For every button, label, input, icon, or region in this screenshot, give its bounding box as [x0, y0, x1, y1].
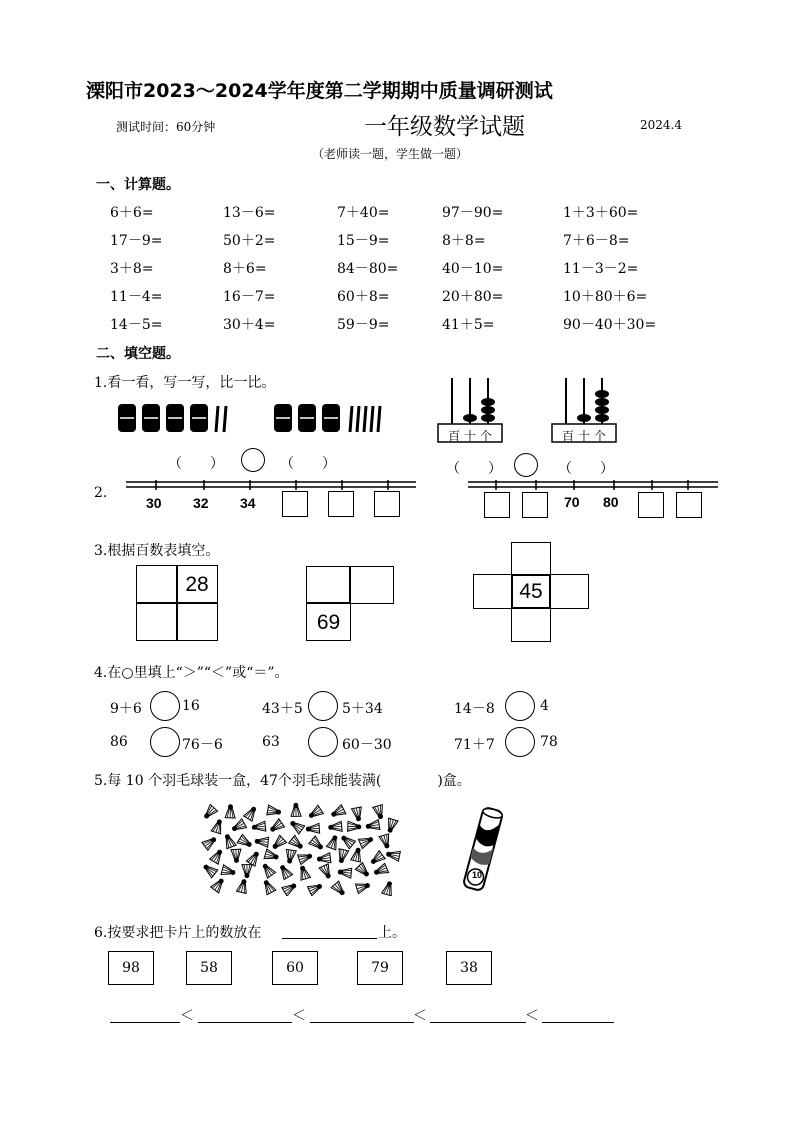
grid1-cell-bl[interactable] — [136, 602, 178, 641]
stick-bundles-left — [116, 402, 236, 434]
calc-item: 11－3－2= — [563, 261, 639, 277]
abacus-left-label: 百十个 — [448, 429, 497, 443]
compare-left-expr: 14－8 — [454, 701, 495, 717]
q1-blank-left-a[interactable]: （ ） — [168, 456, 224, 472]
grid3-cell-left[interactable] — [473, 574, 513, 609]
calc-item: 1＋3＋60= — [563, 205, 639, 221]
grid2-cell-tr[interactable] — [349, 566, 394, 604]
calc-item: 17－9= — [110, 233, 163, 249]
grid1-cell-tr: 28 — [176, 565, 218, 604]
calc-item: 41＋5= — [442, 317, 495, 333]
nl-right-answer-box-2[interactable] — [522, 492, 548, 518]
compare-answer-circle[interactable] — [505, 691, 535, 721]
section2-heading: 二、填空题。 — [96, 346, 180, 362]
compare-right-expr: 5＋34 — [342, 701, 383, 717]
q1-blank-left-b[interactable]: （ ） — [280, 456, 336, 472]
exam-title: 溧阳市2023～2024学年度第二学期期中质量调研测试 — [86, 80, 553, 102]
nl-left-answer-box-3[interactable] — [374, 491, 400, 517]
calc-item: 13－6= — [223, 205, 276, 221]
nl-left-number-1: 30 — [146, 495, 162, 511]
exam-time: 测试时间：60分钟 — [116, 120, 216, 134]
compare-right-expr: 60－30 — [342, 737, 392, 753]
nl-right-number-2: 80 — [603, 494, 619, 510]
order-blank-5[interactable] — [542, 1022, 614, 1023]
q1-blank-right-a[interactable]: （ ） — [446, 461, 502, 477]
compare-left-expr: 63 — [262, 734, 280, 750]
q1-blank-right-b[interactable]: （ ） — [558, 461, 614, 477]
nl-right-answer-box-4[interactable] — [676, 492, 702, 518]
grid2-cell-bl: 69 — [306, 602, 351, 641]
grid1-cell-br[interactable] — [176, 602, 218, 641]
q2-label: 2. — [94, 485, 108, 501]
order-blank-4[interactable] — [430, 1022, 526, 1023]
number-card-2: 58 — [186, 951, 232, 985]
q4-text: 4.在○里填上“＞”“＜”或“＝”。 — [94, 665, 289, 681]
nl-right-number-1: 70 — [564, 494, 580, 510]
grid3-cell-bottom[interactable] — [511, 607, 551, 642]
compare-left-expr: 71＋7 — [454, 737, 495, 753]
number-card-1: 98 — [108, 951, 154, 985]
number-card-5: 38 — [446, 951, 492, 985]
number-card-4: 79 — [357, 951, 403, 985]
calc-item: 20＋80= — [442, 289, 504, 305]
compare-answer-circle[interactable] — [505, 727, 535, 757]
compare-right-expr: 78 — [540, 734, 558, 750]
q5-text: 5.每 10 个羽毛球装一盒，47个羽毛球能装满( )盒。 — [94, 773, 471, 789]
compare-right-expr: 16 — [182, 698, 200, 714]
nl-left-answer-box-2[interactable] — [328, 491, 354, 517]
less-than-2: ＜ — [292, 1008, 306, 1024]
less-than-1: ＜ — [180, 1008, 194, 1024]
grid3-cell-center: 45 — [511, 574, 551, 609]
compare-left-expr: 86 — [110, 734, 128, 750]
calc-item: 16－7= — [223, 289, 276, 305]
order-blank-2[interactable] — [198, 1022, 292, 1023]
order-blank-3[interactable] — [310, 1022, 414, 1023]
grid1-cell-tl[interactable] — [136, 565, 178, 604]
calc-item: 7＋6－8= — [563, 233, 630, 249]
section1-heading: 一、计算题。 — [96, 177, 180, 193]
compare-left-expr: 43＋5 — [262, 701, 303, 717]
number-card-3: 60 — [272, 951, 318, 985]
calc-item: 11－4= — [110, 289, 163, 305]
stick-bundles-right — [272, 402, 382, 434]
calc-item: 84－80= — [337, 261, 399, 277]
grid2-cell-tl[interactable] — [306, 566, 351, 604]
nl-left-answer-box-1[interactable] — [282, 491, 308, 517]
grid3-cell-top[interactable] — [511, 542, 551, 576]
nl-left-number-3: 34 — [240, 495, 256, 511]
compare-answer-circle[interactable] — [308, 727, 338, 757]
compare-answer-circle[interactable] — [308, 691, 338, 721]
compare-circle[interactable] — [241, 448, 265, 472]
q6-answer-line[interactable] — [282, 938, 377, 939]
order-blank-1[interactable] — [110, 1022, 180, 1023]
exam-note: （老师读一题，学生做一题） — [312, 147, 469, 161]
calc-item: 8＋6= — [223, 261, 267, 277]
calc-item: 90－40＋30= — [563, 317, 657, 333]
compare-left-expr: 9＋6 — [110, 701, 142, 717]
tube-label: 10 — [472, 870, 483, 880]
calc-item: 50＋2= — [223, 233, 276, 249]
calc-item: 59－9= — [337, 317, 390, 333]
calc-item: 10＋80＋6= — [563, 289, 648, 305]
calc-item: 15－9= — [337, 233, 390, 249]
calc-item: 40－10= — [442, 261, 504, 277]
abacus-right-label: 百十个 — [562, 429, 611, 443]
calc-item: 6＋6= — [110, 205, 154, 221]
shuttlecock-tube-icon — [460, 806, 506, 892]
q6-text-before: 6.按要求把卡片上的数放在 — [94, 925, 262, 941]
less-than-3: ＜ — [413, 1008, 427, 1024]
compare-circle-right[interactable] — [514, 453, 538, 477]
exam-subject: 一年级数学试题 — [364, 114, 525, 140]
compare-answer-circle[interactable] — [150, 691, 180, 721]
nl-right-answer-box-3[interactable] — [638, 492, 664, 518]
number-line-left — [126, 478, 416, 492]
calc-item: 8＋8= — [442, 233, 486, 249]
q6-text-after: 上。 — [378, 925, 406, 941]
calc-item: 7＋40= — [337, 205, 390, 221]
q3-text: 3.根据百数表填空。 — [94, 543, 220, 559]
number-line-right — [468, 478, 718, 492]
calc-item: 30＋4= — [223, 317, 276, 333]
nl-left-number-2: 32 — [193, 495, 209, 511]
compare-right-expr: 4 — [540, 698, 549, 714]
calc-item: 97－90= — [442, 205, 504, 221]
calc-item: 60＋8= — [337, 289, 390, 305]
exam-date: 2024.4 — [640, 118, 682, 132]
grid3-cell-right[interactable] — [549, 574, 589, 609]
calc-item: 14－5= — [110, 317, 163, 333]
shuttlecock-pile-icon — [198, 800, 410, 896]
compare-answer-circle[interactable] — [150, 727, 180, 757]
nl-right-answer-box-1[interactable] — [484, 492, 510, 518]
compare-right-expr: 76－6 — [182, 737, 223, 753]
less-than-4: ＜ — [525, 1008, 539, 1024]
q1-text: 1.看一看，写一写，比一比。 — [94, 375, 276, 391]
calc-item: 3＋8= — [110, 261, 154, 277]
